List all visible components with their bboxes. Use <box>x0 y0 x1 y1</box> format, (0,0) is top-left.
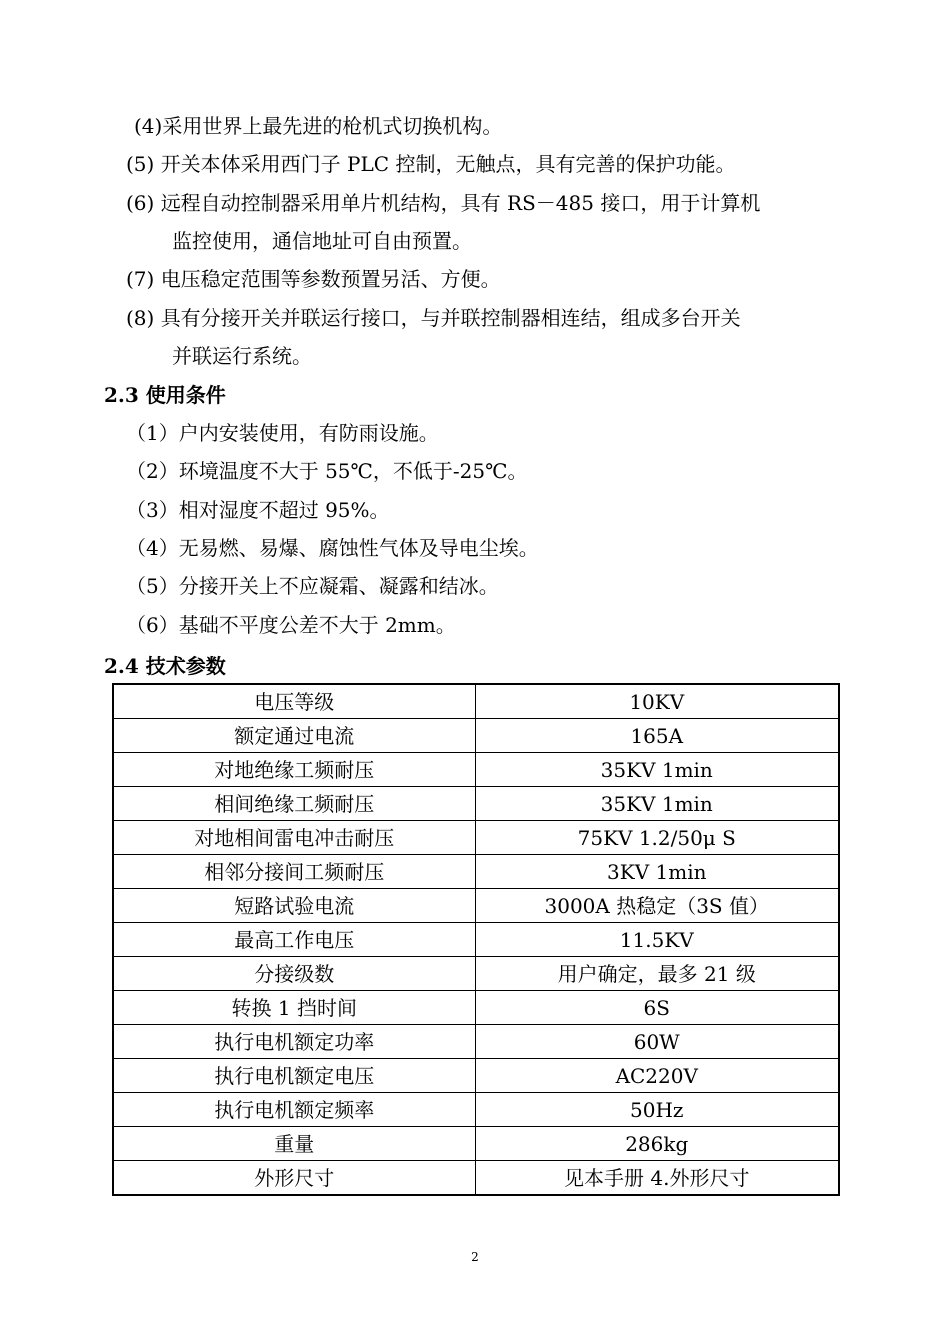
param-name: 分接级数 <box>113 957 475 991</box>
feature-8-continued: 并联运行系统。 <box>172 344 312 368</box>
param-name: 执行电机额定频率 <box>113 1093 475 1127</box>
table-row <box>113 1161 839 1196</box>
param-value: 35KV 1min <box>475 753 839 787</box>
table-row <box>113 787 839 821</box>
param-value: 见本手册 4.外形尺寸 <box>475 1161 839 1196</box>
condition-item: （6）基础不平度公差不大于 2mm。 <box>126 613 456 637</box>
param-name: 对地相间雷电冲击耐压 <box>113 821 475 855</box>
table-row <box>113 855 839 889</box>
table-row <box>113 1127 839 1161</box>
param-value: 11.5KV <box>475 923 839 957</box>
feature-7: (7) 电压稳定范围等参数预置另活、方便。 <box>126 267 501 291</box>
param-name: 重量 <box>113 1127 475 1161</box>
table-row <box>113 753 839 787</box>
table-row <box>113 1025 839 1059</box>
technical-parameters-table <box>112 683 840 1196</box>
param-name: 转换 1 挡时间 <box>113 991 475 1025</box>
feature-6: (6) 远程自动控制器采用单片机结构，具有 RS－485 接口，用于计算机 <box>126 191 761 215</box>
feature-6-continued: 监控使用，通信地址可自由预置。 <box>172 229 472 253</box>
feature-8: (8) 具有分接开关并联运行接口，与并联控制器相连结，组成多台开关 <box>126 306 741 330</box>
param-value: 6S <box>475 991 839 1025</box>
param-value: 3000A 热稳定（3S 值） <box>475 889 839 923</box>
param-value: 165A <box>475 719 839 753</box>
condition-item: （1）户内安装使用，有防雨设施。 <box>126 421 439 445</box>
feature-5: (5) 开关本体采用西门子 PLC 控制，无触点，具有完善的保护功能。 <box>126 152 736 176</box>
condition-item: （5）分接开关上不应凝霜、凝露和结冰。 <box>126 574 499 598</box>
section-heading-conditions: 2.3 使用条件 <box>104 383 226 407</box>
param-name: 外形尺寸 <box>113 1161 475 1196</box>
param-value: AC220V <box>475 1059 839 1093</box>
table-row <box>113 991 839 1025</box>
param-value: 50Hz <box>475 1093 839 1127</box>
param-value: 60W <box>475 1025 839 1059</box>
section-heading-params: 2.4 技术参数 <box>104 654 226 678</box>
condition-item: （2）环境温度不大于 55℃，不低于-25℃。 <box>126 459 528 483</box>
param-value: 用户确定，最多 21 级 <box>475 957 839 991</box>
param-value: 286kg <box>475 1127 839 1161</box>
param-name: 电压等级 <box>113 684 475 719</box>
table-row <box>113 957 839 991</box>
table-row <box>113 821 839 855</box>
param-name: 短路试验电流 <box>113 889 475 923</box>
page-number: 2 <box>471 1250 479 1264</box>
table-row <box>113 684 839 719</box>
param-value: 35KV 1min <box>475 787 839 821</box>
param-name: 执行电机额定电压 <box>113 1059 475 1093</box>
param-value: 3KV 1min <box>475 855 839 889</box>
param-name: 额定通过电流 <box>113 719 475 753</box>
feature-4: (4)采用世界上最先进的枪机式切换机构。 <box>134 114 503 138</box>
table-row <box>113 923 839 957</box>
table-row <box>113 889 839 923</box>
param-name: 相间绝缘工频耐压 <box>113 787 475 821</box>
table-row <box>113 1093 839 1127</box>
param-name: 最高工作电压 <box>113 923 475 957</box>
param-value: 10KV <box>475 684 839 719</box>
param-name: 对地绝缘工频耐压 <box>113 753 475 787</box>
param-value: 75KV 1.2/50μ S <box>475 821 839 855</box>
table-row <box>113 1059 839 1093</box>
condition-item: （4）无易燃、易爆、腐蚀性气体及导电尘埃。 <box>126 536 539 560</box>
param-name: 执行电机额定功率 <box>113 1025 475 1059</box>
table-row <box>113 719 839 753</box>
param-name: 相邻分接间工频耐压 <box>113 855 475 889</box>
condition-item: （3）相对湿度不超过 95%。 <box>126 498 390 522</box>
